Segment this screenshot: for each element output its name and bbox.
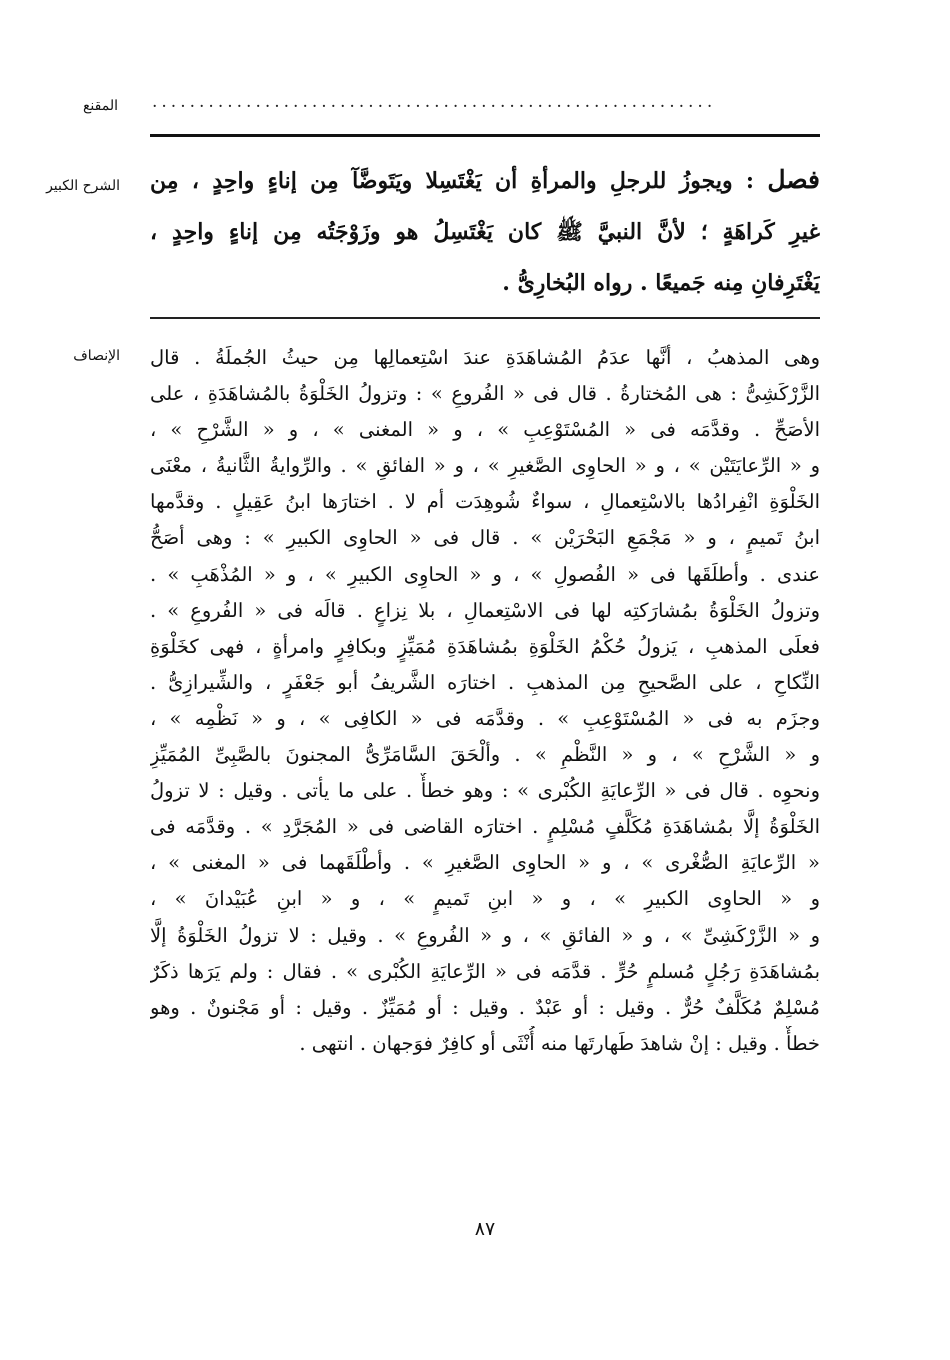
insaf-line: الخَلْوَةُ إلَّا بمُشاهَدَةِ مُكَلَّفٍ مُسْلِمٍ . اختارَه القاضى فى « المُجَرَّدِ » . وقدَّمَه فى: [150, 815, 820, 839]
insaf-line: و « الرِّعايَتَيْن » ، و « الحاوِى الصَّغيرِ » ، و « الفائقِ » . والرِّوايةُ الثَّانيةُ ، معْنَى: [150, 454, 820, 478]
insaf-line: فعلَى المذهبِ ، يَزولُ حُكْمُ الخَلْوَةِ بمُشاهَدَةِ مُمَيِّزٍ وبكافِرٍ وامرأةٍ ، فهى كخَلْوَةِ: [150, 634, 820, 658]
insaf-line: عندى . وأطلَقَها فى « الفُصولِ » ، و « الحاوِى الكبيرِ » ، و « المُذْهَبِ » .: [150, 562, 820, 586]
insaf-line: ونحوِه . قال فى « الرِّعايَةِ الكُبْرى » : وهو خطأٌ . على ما يأتى . وقيل : لا تزولُ: [150, 779, 820, 803]
insaf-line: وهى المذهبُ ، أنَّها عدَمُ المُشاهَدَةِ عندَ اسْتِعمالِها مِن حيثُ الجُملَةُ . قال: [150, 346, 820, 369]
insaf-line: خطأٌ . وقيل : إنْ شاهدَ طَهارتَها منه أُنْثَى أو كافِرٌ فوَجهان . انتهى .: [299, 1031, 820, 1055]
insaf-line: و « الزَّرْكَشِىِّ » ، و « الفائقِ » ، و « الفُروعِ » . وقيل : لا تزولُ الخَلْوَةُ إلَّا: [150, 923, 820, 947]
insaf-line: بمُشاهَدَةِ رَجُلٍ مُسلمٍ حُرٍّ . قدَّمَه فى « الرِّعايَةِ الكُبْرى » . فقال : ولم يَرَها ذكَرٌ: [150, 959, 820, 983]
insaf-line: النِّكاحِ ، على الصَّحيحِ مِن المذهبِ . اختارَه الشَّريفُ أبو جَعْفَرٍ ، والشِّيرازِىُّ .: [150, 670, 820, 694]
header-dotted-rule: ............................................................: [152, 92, 717, 112]
side-label-insaf: الإنصاف: [73, 348, 120, 364]
insaf-line: و « الشَّرْحِ » ، و « النَّظْمِ » . وألْحَقَ السَّامَرِّىُّ المجنونَ بالصَّبِىِّ المُمَيِّزِ: [150, 743, 820, 767]
insaf-line: الزَّرْكَشِىُّ : هى المُختارةُ . قال فى « الفُروعِ » : وتزولُ الخَلْوَةُ بالمُشاهَدَةِ ، على: [150, 382, 820, 406]
sharh-line: يَغْتَرِفانِ مِنه جَميعًا . رواه البُخارِىُّ .: [502, 270, 820, 296]
insaf-line: الأصَحِّ . وقدَّمَه فى « المُسْتَوْعِبِ » ، و « المغنى » ، و « الشَّرْحِ » ،: [150, 418, 820, 442]
sharh-block: [150, 154, 820, 309]
insaf-line: « الرِّعايَةِ الصُّغْرى » ، و « الحاوِى الصَّغيرِ » . وأطْلَقَهما فى « المغنى » ،: [150, 851, 820, 875]
insaf-line: الخَلْوَةِ انْفِرادُها بالاسْتِعمالِ ، سواءٌ شُوهِدَت أم لا . اختارَها ابنُ عَقِيلٍ . وقدَّمها: [150, 490, 820, 514]
sharh-line-text: : ويجوزُ للرجلِ والمرأةِ أن يَغْتَسِلا ويَتَوضَّآ مِن إناءٍ واحِدٍ ، مِن: [150, 168, 755, 194]
insaf-line: وجزَم به فى « المُسْتَوْعِبِ » . وقدَّمَه فى « الكافِى » ، و « نَظْمِه » ،: [150, 706, 820, 730]
insaf-line: ابنُ تَميمٍ ، و « مَجْمَعِ البَحْرَيْن » . قال فى « الحاوِى الكبيرِ » : وهى أصَحُّ: [150, 526, 820, 550]
insaf-line: مُسْلِمٌ مُكَلَّفٌ حُرٌّ . وقيل : أو عَبْدٌ . وقيل : أو مُمَيِّزٌ . وقيل : أو مَجْنونٌ . وهو: [150, 995, 820, 1019]
header-book-label: المقنع: [82, 98, 118, 114]
sharh-line: [150, 154, 820, 207]
insaf-block: [150, 340, 820, 1062]
section-divider-rule: [150, 317, 820, 319]
sharh-line: غيرِ كَراهَةٍ ؛ لأنَّ النبيَّ ﷺ كان يَغْتَسِلُ هو وزَوْجَتُه مِن إناءٍ واحِدٍ ،: [150, 219, 820, 245]
page-number: ٨٧: [474, 1218, 496, 1240]
insaf-line: و « الحاوِى الكبيرِ » ، و « ابنِ تَميمٍ » ، و « ابنِ عُبَيْدانَ » ،: [150, 887, 820, 911]
section-heading-fasl: فصل: [767, 165, 820, 194]
insaf-line: وتزولُ الخَلْوَةُ بمُشارَكتِه لها فى الاسْتِعمالِ ، بلا نِزاعٍ . قالَه فى « الفُروعِ » .: [150, 598, 820, 622]
header-thick-rule: [150, 134, 820, 137]
side-label-sharh: الشرح الكبير: [46, 178, 120, 194]
